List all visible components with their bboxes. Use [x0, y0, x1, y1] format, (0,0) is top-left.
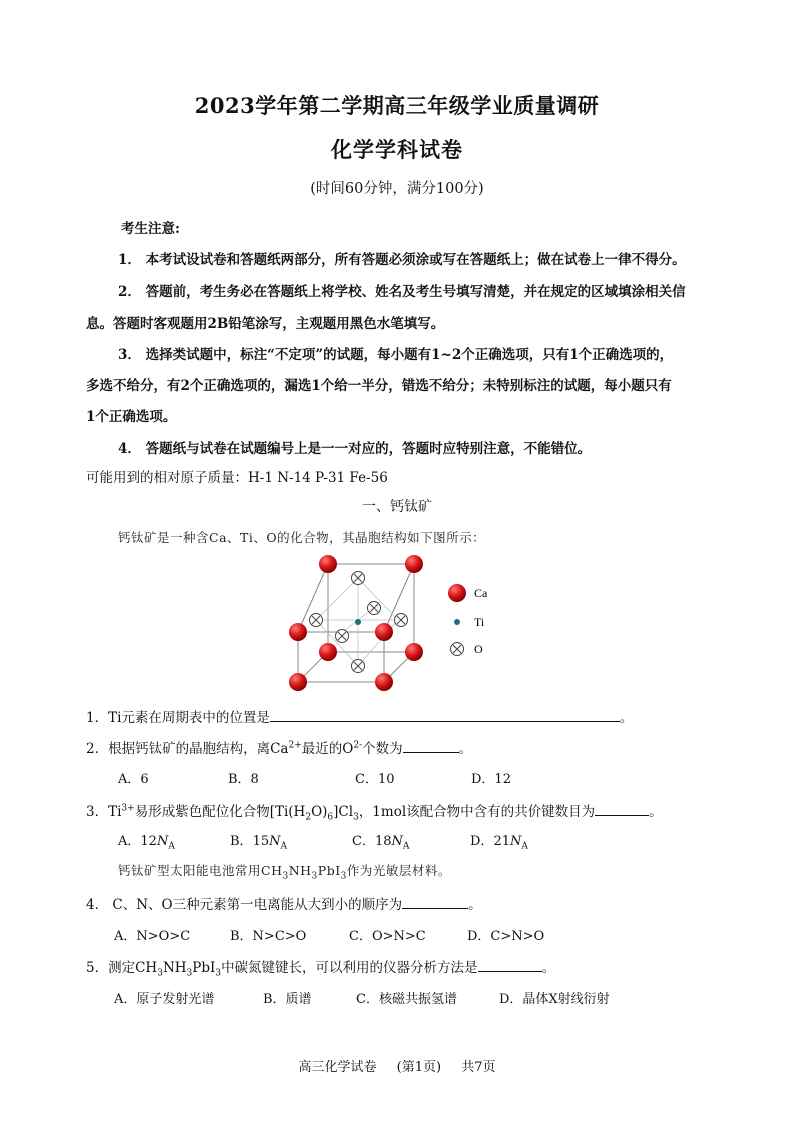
ca-atom [375, 673, 393, 691]
question-2: 2．根据钙钛矿的晶胞结构，离$Ca^{2+}$最近的$O^{2-}$个数为 。 [86, 737, 472, 757]
subject-title: 化学学科试卷 [331, 137, 463, 162]
o-atom [352, 572, 365, 585]
time-note: (时间60分钟，满分100分) [310, 181, 484, 197]
q4-option-d[interactable]: D．C>N>O [467, 929, 545, 944]
diagram-legend [448, 584, 488, 656]
perovskite-unit-cell-diagram [280, 548, 520, 698]
footer-total-pages: 共7页 [461, 1060, 496, 1075]
notice-item-4: 4． 答题纸与试卷在试题编号上是一一对应的，答题时应特别注意，不能错位。 [118, 441, 592, 457]
q3-option-b[interactable]: B．$15N_A$ [230, 834, 287, 852]
page-footer [0, 1056, 794, 1075]
question-3: 3．$Ti^{3+}$易形成紫色配位化合物$[Ti(H_2O)_6]Cl_3$，1mol该配合物中含有的共价键数目为 。 [86, 800, 663, 823]
notice-heading: 考生注意: [121, 221, 180, 237]
footer-page-number: (第1页) [396, 1060, 442, 1075]
section-title: 一、钙钛矿 [362, 499, 432, 515]
q3-option-d[interactable]: D．$21N_A$ [470, 834, 528, 852]
q4-option-c[interactable]: C．O>N>C [349, 929, 426, 944]
q5-option-b[interactable]: B．质谱 [263, 992, 312, 1007]
q2-option-b[interactable]: B．8 [228, 772, 259, 787]
ca-atom [289, 623, 307, 641]
ca-atom [319, 643, 337, 661]
ca-atom [405, 643, 423, 661]
notice-item-3: 3． 选择类试题中，标注“不定项”的试题，每小题有1~2个正确选项，只有1个正确选项的， [118, 347, 674, 363]
question-1: 1．Ti元素在周期表中的位置是 。 [86, 706, 633, 726]
exam-title: 2023学年第二学期高三年级学业质量调研 [194, 93, 600, 118]
legend-o-label: O [474, 642, 483, 656]
answer-blank-q4[interactable] [402, 894, 468, 909]
ca-atom [375, 623, 393, 641]
legend-ti-label: Ti [474, 615, 485, 629]
q3-option-c[interactable]: C．$18N_A$ [352, 834, 410, 852]
notice-item-2: 2． 答题前，考生务必在答题纸上将学校、姓名及考生号填写清楚，并在规定的区域填涂相关信 [118, 284, 686, 300]
answer-blank-q1[interactable] [270, 707, 620, 722]
o-atom [368, 602, 381, 615]
footer-exam-name: 高三化学试卷 [298, 1060, 377, 1075]
q3-option-a[interactable]: A．$12N_A$ [118, 834, 175, 852]
answer-blank-q3[interactable] [595, 801, 649, 816]
o-atom [336, 630, 349, 643]
q2-option-a[interactable]: A．6 [118, 772, 149, 787]
ca-atom [289, 673, 307, 691]
notice-item-3-cont: 多选不给分，有2个正确选项的，漏选1个给一半分，错选不给分；未特别标注的试题，每小题只有 [86, 378, 672, 394]
o-atom [352, 660, 365, 673]
legend-o-icon [451, 643, 464, 656]
legend-ca-label: Ca [474, 586, 488, 600]
q5-option-d[interactable]: D．晶体X射线衍射 [499, 992, 610, 1007]
question-4: 4． C、N、O三种元素第一电离能从大到小的顺序为 。 [86, 893, 482, 913]
section-intro: 钙钛矿是一种含Ca、Ti、O的化合物，其晶胞结构如下图所示： [118, 530, 486, 545]
legend-ti-icon [454, 619, 460, 625]
ca-atom [319, 555, 337, 573]
o-atom [310, 614, 323, 627]
q2-option-d[interactable]: D．12 [471, 772, 511, 787]
ca-atom [405, 555, 423, 573]
answer-blank-q5[interactable] [478, 957, 542, 972]
q5-option-a[interactable]: A．原子发射光谱 [114, 992, 215, 1007]
notice-item-1: 1． 本考试设试卷和答题纸两部分，所有答题必须涂或写在答题纸上；做在试卷上一律不得分。 [118, 252, 686, 268]
q2-option-c[interactable]: C．10 [355, 772, 395, 787]
material-note: 钙钛矿型太阳能电池常用$CH_3NH_3PbI_3$作为光敏层材料。 [118, 863, 451, 882]
answer-blank-q2[interactable] [403, 738, 459, 753]
notice-item-2-cont: 息。答题时客观题用2B铅笔涂写，主观题用黑色水笔填写。 [86, 316, 445, 332]
legend-ca-icon [448, 584, 466, 602]
q5-option-c[interactable]: C．核磁共振氢谱 [356, 992, 457, 1007]
o-atom [395, 614, 408, 627]
question-5: 5．测定$CH_3NH_3PbI_3$中碳氮键键长，可以利用的仪器分析方法是 。 [86, 956, 555, 979]
q4-option-b[interactable]: B．N>C>O [230, 929, 307, 944]
atomic-mass-line: 可能用到的相对原子质量：H-1 N-14 P-31 Fe-56 [86, 470, 388, 486]
ti-atom [355, 619, 361, 625]
q4-option-a[interactable]: A．N>O>C [114, 929, 191, 944]
notice-item-3-end: 1个正确选项。 [86, 409, 177, 425]
